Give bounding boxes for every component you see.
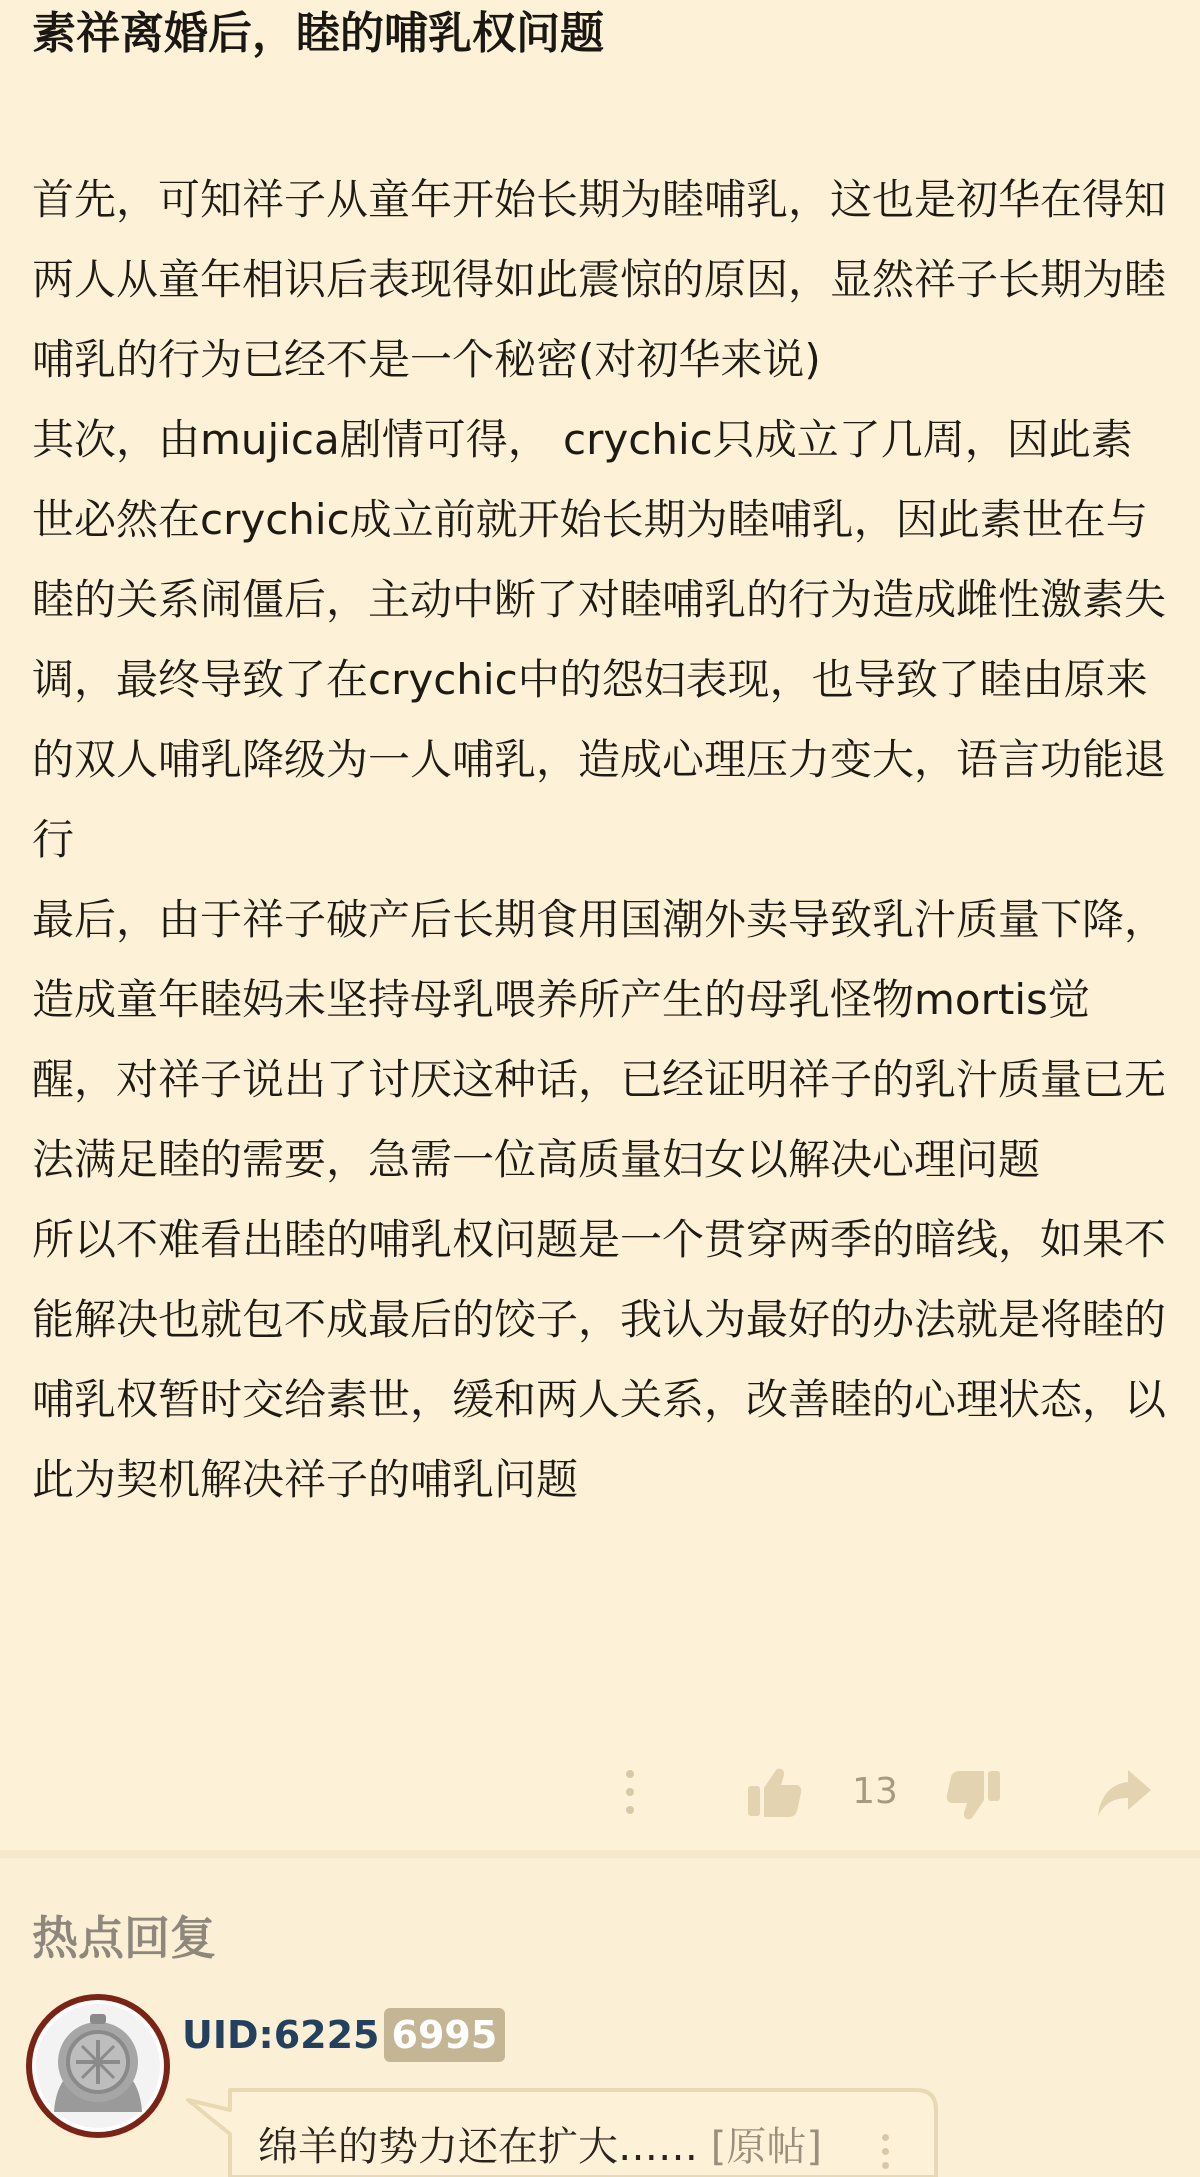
reply-quote-text: 绵羊的势力还在扩大…… <box>258 2124 698 2170</box>
dislike-button[interactable] <box>946 1770 1002 1822</box>
post-action-bar <box>0 1740 1200 1850</box>
reply-quote <box>258 2120 822 2174</box>
like-button[interactable] <box>746 1766 802 1818</box>
uid-badge: 6995 <box>384 2008 506 2062</box>
reply-username[interactable] <box>182 2008 505 2062</box>
post-paragraph-1: 首先，可知祥子从童年开始长期为睦哺乳，这也是初华在得知两人从童年相识后表现得如此震惊的原因，显然祥子长期为睦哺乳的行为已经不是一个秘密(对初华来说) <box>32 175 1167 384</box>
post-paragraph-3: 最后，由于祥子破产后长期食用国潮外卖导致乳汁质量下降，造成童年睦妈未坚持母乳喂养所产生的母乳怪物mortis觉醒，对祥子说出了讨厌这种话，已经证明祥子的乳汁质量已无法满足睦的需要，急需一位高质量妇女以解决心理问题 <box>32 895 1167 1184</box>
hot-replies-title: 热点回复 <box>32 1911 216 1965</box>
diving-helmet-icon <box>32 2000 164 2132</box>
post-paragraph-2: 其次，由mujica剧情可得， crychic只成立了几周，因此素世必然在crychic成立前就开始长期为睦哺乳，因此素世在与睦的关系闹僵后，主动中断了对睦哺乳的行为造成雌性激素失调，最终导致了在crychic中的怨妇表现，也导致了睦由原来的双人哺乳降级为一人哺乳，造成心理压力变大，语言功能退行 <box>32 415 1167 864</box>
post-title: 素祥离婚后，睦的哺乳权问题 <box>32 8 604 59</box>
like-count: 13 <box>852 1771 898 1812</box>
hot-reply-item <box>0 1990 1200 2177</box>
reply-more-button[interactable] <box>876 2130 896 2174</box>
thumbs-down-icon <box>946 1770 1002 1822</box>
more-options-button[interactable] <box>612 1762 648 1822</box>
thumbs-up-icon <box>746 1766 802 1818</box>
post-body <box>32 160 1172 1520</box>
avatar[interactable] <box>26 1994 170 2138</box>
original-post-link[interactable]: [原帖] <box>710 2124 822 2170</box>
share-button[interactable] <box>1096 1768 1152 1818</box>
uid-label: UID:6225 <box>182 2013 380 2057</box>
post-paragraph-4: 所以不难看出睦的哺乳权问题是一个贯穿两季的暗线，如果不能解决也就包不成最后的饺子，我认为最好的办法就是将睦的哺乳权暂时交给素世，缓和两人关系，改善睦的心理状态，以此为契机解决祥子的哺乳问题 <box>32 1215 1167 1504</box>
share-arrow-icon <box>1096 1768 1152 1818</box>
section-divider <box>0 1850 1200 1858</box>
